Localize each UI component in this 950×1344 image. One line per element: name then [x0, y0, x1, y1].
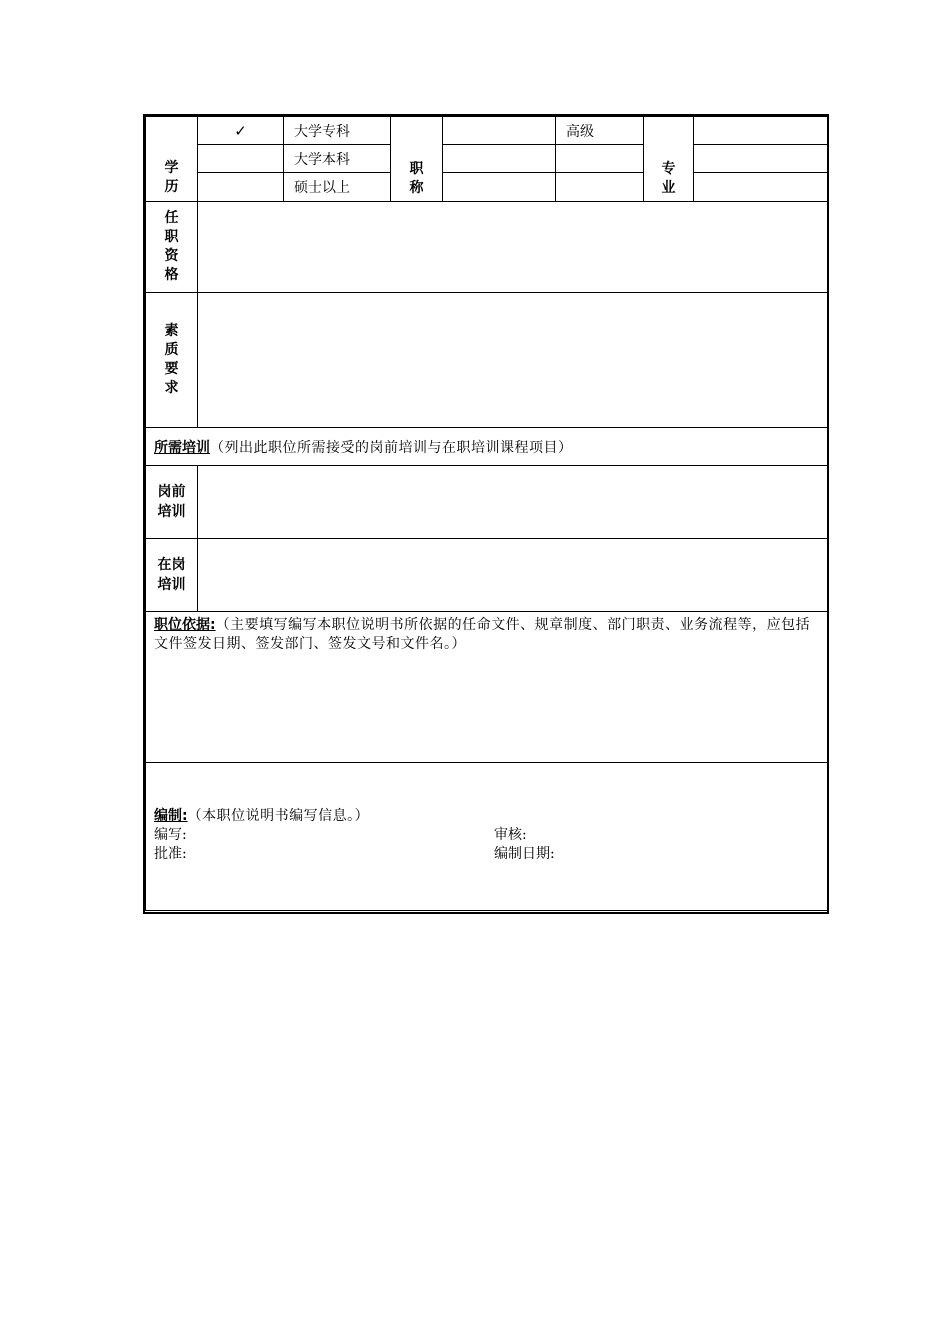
- education-option-check-2[interactable]: [198, 145, 284, 173]
- title-value-3[interactable]: [443, 173, 556, 202]
- on-job-training-content[interactable]: [198, 539, 828, 612]
- major-value-1[interactable]: [694, 117, 828, 145]
- training-note: （列出此职位所需接受的岗前培训与在职培训课程项目）: [210, 439, 573, 456]
- position-basis-heading: 职位依据:: [154, 617, 216, 633]
- position-basis-section[interactable]: [146, 612, 828, 763]
- training-heading: 所需培训: [154, 439, 210, 456]
- training-header: [146, 428, 828, 466]
- title-value-1[interactable]: [443, 117, 556, 145]
- compile-date-label: 编制日期:: [494, 846, 555, 862]
- compile-note: （本职位说明书编写信息。）: [187, 808, 370, 824]
- major-value-2[interactable]: [694, 145, 828, 173]
- pre-job-training-content[interactable]: [198, 466, 828, 539]
- education-option-check-3[interactable]: [198, 173, 284, 202]
- qualification-label: 任 职 资 格: [146, 202, 198, 293]
- education-label: 学 历: [146, 117, 198, 202]
- reviewer-label: 审核:: [494, 827, 527, 843]
- title-level-2[interactable]: [556, 145, 644, 173]
- title-value-2[interactable]: [443, 145, 556, 173]
- title-label: 职 称: [391, 117, 443, 202]
- job-description-form: [145, 116, 828, 911]
- approver-label: 批准:: [154, 846, 187, 862]
- compile-section: [146, 763, 828, 911]
- title-level-3[interactable]: [556, 173, 644, 202]
- writer-label: 编写:: [154, 827, 187, 843]
- education-option-3: 硕士以上: [284, 173, 391, 202]
- major-value-3[interactable]: [694, 173, 828, 202]
- pre-job-training-label: 岗前 培训: [146, 466, 198, 539]
- education-option-2: 大学本科: [284, 145, 391, 173]
- compile-heading: 编制:: [154, 808, 188, 824]
- quality-content[interactable]: [198, 293, 828, 428]
- education-option-1: 大学专科: [284, 117, 391, 145]
- position-basis-note: （主要填写编写本职位说明书所依据的任命文件、规章制度、部门职责、业务流程等，应包括文件签发日期、签发部门、签发文号和文件名。）: [154, 617, 811, 652]
- major-label: 专 业: [644, 117, 694, 202]
- education-option-check-1[interactable]: ✓: [198, 117, 284, 145]
- quality-label: 素 质 要 求: [146, 293, 198, 428]
- title-level-1: 高级: [556, 117, 644, 145]
- qualification-content[interactable]: [198, 202, 828, 293]
- on-job-training-label: 在岗 培训: [146, 539, 198, 612]
